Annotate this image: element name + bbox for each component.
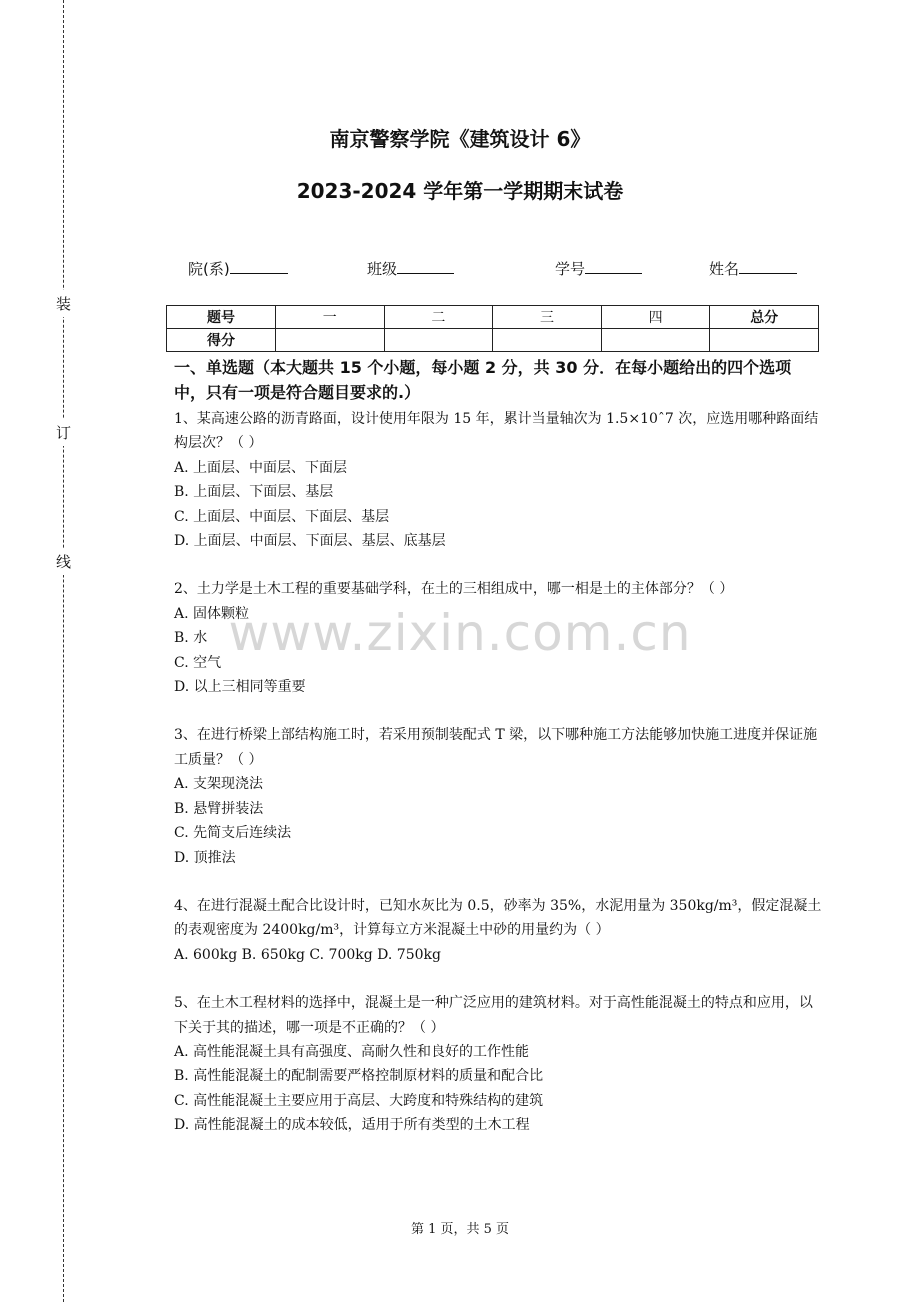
option-c[interactable]: C. 高性能混凝土主要应用于高层、大跨度和特殊结构的建筑 — [174, 1092, 544, 1109]
option-c[interactable]: C. 空气 — [174, 654, 222, 671]
question-3 — [174, 723, 822, 869]
question-number-label: 题号 — [167, 306, 276, 329]
score-table-score-row — [167, 329, 819, 352]
option-b[interactable]: B. 悬臂拼装法 — [174, 800, 264, 817]
class-blank[interactable] — [397, 259, 454, 274]
binding-char-ding: 订 — [56, 419, 71, 446]
score-table-header-row — [167, 306, 819, 329]
score-cell[interactable] — [384, 329, 493, 352]
total-score-header: 总分 — [710, 306, 819, 329]
student-info-row — [0, 258, 920, 282]
score-cell[interactable] — [276, 329, 385, 352]
options-inline[interactable]: A. 600kg B. 650kg C. 700kg D. 750kg — [174, 946, 441, 963]
student-id-label: 学号 — [555, 260, 586, 278]
question-stem: 3、在进行桥梁上部结构施工时，若采用预制装配式 T 梁，以下哪种施工方法能够加快施工进度并保证施工质量？（ ） — [174, 727, 818, 768]
name-blank[interactable] — [739, 259, 797, 274]
watermark: www.zixin.com.cn — [228, 604, 692, 662]
option-d[interactable]: D. 以上三相同等重要 — [174, 679, 306, 696]
option-c[interactable]: C. 先简支后连续法 — [174, 825, 292, 842]
student-id-field[interactable] — [555, 258, 642, 279]
question-stem: 1、某高速公路的沥青路面，设计使用年限为 15 年，累计当量轴次为 1.5×10ˆ7 次，应选用哪种路面结构层次？（ ） — [174, 411, 819, 452]
question-1 — [174, 407, 822, 553]
column-header: 二 — [384, 306, 493, 329]
question-4 — [174, 894, 822, 967]
score-table — [166, 305, 819, 352]
option-d[interactable]: D. 上面层、中面层、下面层、基层、底基层 — [174, 533, 446, 550]
exam-title: 南京警察学院《建筑设计 6》 — [329, 127, 591, 151]
page-footer: 第 1 页，共 5 页 — [410, 1222, 510, 1237]
column-header: 四 — [601, 306, 710, 329]
option-a[interactable]: A. 上面层、中面层、下面层 — [174, 459, 348, 476]
name-label: 姓名 — [709, 260, 740, 278]
option-d[interactable]: D. 高性能混凝土的成本较低，适用于所有类型的土木工程 — [174, 1117, 530, 1134]
question-2 — [174, 577, 822, 699]
department-blank[interactable] — [230, 259, 288, 274]
binding-char-xian: 线 — [56, 548, 71, 575]
score-cell[interactable] — [493, 329, 602, 352]
department-label: 院(系) — [188, 260, 230, 278]
column-header: 一 — [276, 306, 385, 329]
score-cell[interactable] — [601, 329, 710, 352]
column-header: 三 — [493, 306, 602, 329]
question-5 — [174, 991, 822, 1137]
total-score-cell[interactable] — [710, 329, 819, 352]
section-heading: 一、单选题（本大题共 15 个小题，每小题 2 分，共 30 分．在每小题给出的四个选项中，只有一项是符合题目要求的.） — [174, 358, 792, 402]
question-stem: 2、土力学是土木工程的重要基础学科，在土的三相组成中，哪一相是土的主体部分？（ ） — [174, 581, 734, 598]
option-a[interactable]: A. 高性能混凝土具有高强度、高耐久性和良好的工作性能 — [174, 1043, 530, 1060]
option-b[interactable]: B. 高性能混凝土的配制需要严格控制原材料的质量和配合比 — [174, 1068, 544, 1085]
department-field[interactable] — [188, 258, 288, 279]
option-b[interactable]: B. 水 — [174, 630, 208, 647]
class-field[interactable] — [367, 258, 454, 279]
binding-char-zhuang: 装 — [56, 290, 71, 317]
exam-subtitle: 2023-2024 学年第一学期期末试卷 — [296, 179, 624, 203]
score-label: 得分 — [167, 329, 276, 352]
option-a[interactable]: A. 固体颗粒 — [174, 605, 250, 622]
option-a[interactable]: A. 支架现浇法 — [174, 776, 264, 793]
class-label: 班级 — [367, 260, 398, 278]
question-stem: 5、在土木工程材料的选择中，混凝土是一种广泛应用的建筑材料。对于高性能混凝土的特点和应用，以下关于其的描述，哪一项是不正确的？（ ） — [174, 995, 813, 1036]
option-d[interactable]: D. 顶推法 — [174, 849, 236, 866]
name-field[interactable] — [709, 258, 797, 279]
option-c[interactable]: C. 上面层、中面层、下面层、基层 — [174, 508, 390, 525]
student-id-blank[interactable] — [585, 259, 642, 274]
option-b[interactable]: B. 上面层、下面层、基层 — [174, 484, 334, 501]
question-stem: 4、在进行混凝土配合比设计时，已知水灰比为 0.5，砂率为 35%，水泥用量为 350kg/m³，假定混凝土的表观密度为 2400kg/m³，计算每立方米混凝土中砂的用量约为（ ） — [174, 897, 822, 939]
exam-body — [174, 355, 822, 1162]
